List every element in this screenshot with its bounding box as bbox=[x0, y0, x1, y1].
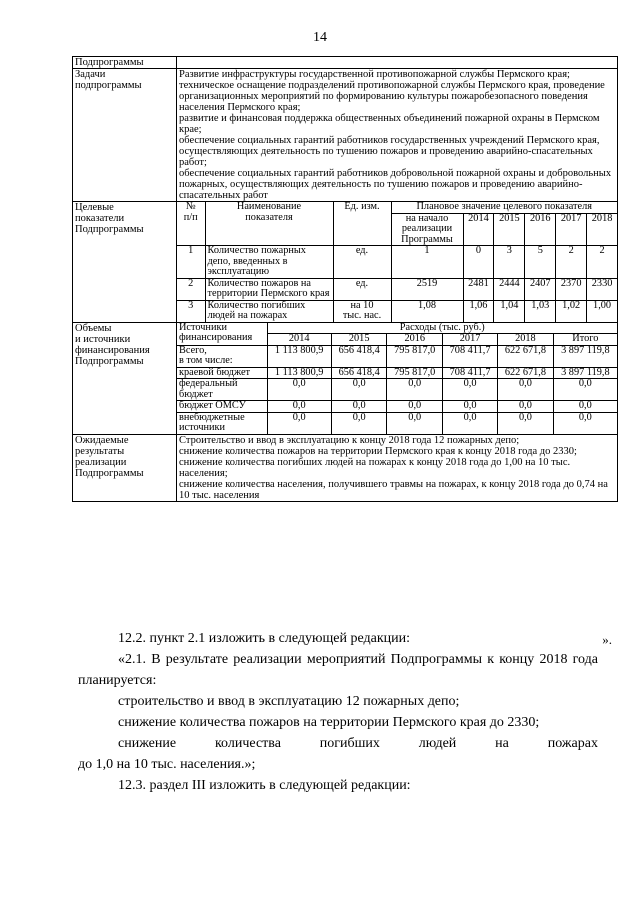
indicator-value: 1,00 bbox=[587, 300, 617, 322]
indicator-unit: ед. bbox=[333, 278, 391, 300]
task-line: развитие и финансовая поддержка общественных объединений пожарной охраны в Пермском крае; bbox=[179, 113, 600, 135]
indicator-num: 1 bbox=[177, 246, 205, 279]
result-line: Строительство и ввод в эксплуатацию к концу 2018 года 12 пожарных депо; bbox=[179, 434, 520, 446]
results-label: Ожидаемые результаты реализации Подпрограммы bbox=[73, 434, 177, 501]
indicator-value: 2444 bbox=[494, 278, 525, 300]
result-line: снижение количества погибших людей на пожарах к концу 2018 года до 1,00 на 10 тыс. населения; bbox=[179, 456, 571, 479]
finance-value: 0,0 bbox=[498, 412, 554, 434]
hdr-start: на начало реализации Программы bbox=[391, 213, 463, 246]
finance-source: федеральный бюджет bbox=[177, 379, 267, 401]
subprograms-label: Подпрограммы bbox=[73, 57, 177, 69]
finance-table bbox=[177, 323, 617, 434]
indicators-row bbox=[73, 202, 618, 323]
finance-value: 0,0 bbox=[443, 379, 498, 401]
hdr-year: 2014 bbox=[267, 334, 331, 346]
finance-value: 622 671,8 bbox=[498, 345, 554, 367]
finance-value: 0,0 bbox=[553, 379, 617, 401]
indicator-value: 2370 bbox=[556, 278, 587, 300]
hdr-year: 2017 bbox=[443, 334, 498, 346]
finance-value: 0,0 bbox=[553, 412, 617, 434]
hdr-year: 2014 bbox=[463, 213, 494, 246]
task-line: техническое оснащение подразделений противопожарной службы Пермского края, проведение организационных мероприятий по формированию культуры пожаробезопасного поведения населения Пермского края; bbox=[179, 80, 605, 113]
finance-value: 0,0 bbox=[387, 401, 443, 413]
finance-value: 0,0 bbox=[498, 401, 554, 413]
finance-value: 656 418,4 bbox=[331, 345, 387, 367]
paragraph-spread bbox=[78, 733, 598, 754]
indicator-value: 2330 bbox=[587, 278, 617, 300]
hdr-num: № п/п bbox=[177, 202, 205, 246]
finance-value: 0,0 bbox=[498, 379, 554, 401]
indicators-cell bbox=[177, 202, 618, 323]
word: людей bbox=[418, 736, 457, 751]
indicator-value: 0 bbox=[463, 246, 494, 279]
finance-data-row bbox=[177, 379, 617, 401]
finance-value: 0,0 bbox=[443, 401, 498, 413]
finance-value: 0,0 bbox=[267, 412, 331, 434]
indicator-row bbox=[177, 278, 617, 300]
hdr-name: Наименование показателя bbox=[205, 202, 333, 246]
paragraph: снижение количества пожаров на территории Пермского края до 2330; bbox=[118, 715, 540, 730]
tasks-text bbox=[177, 69, 618, 202]
subprograms-row bbox=[73, 57, 618, 69]
paragraph: 12.2. пункт 2.1 изложить в следующей редакции: bbox=[118, 631, 410, 646]
finance-value: 3 897 119,8 bbox=[553, 345, 617, 367]
finance-value: 795 817,0 bbox=[387, 345, 443, 367]
indicator-name: Количество пожарных депо, введенных в эксплуатацию bbox=[205, 246, 333, 279]
indicator-value: 1,04 bbox=[494, 300, 525, 322]
paragraph: «2.1. В результате реализации мероприятий Подпрограммы к концу 2018 года планируется: bbox=[78, 652, 598, 688]
indicator-value: 1,06 bbox=[463, 300, 494, 322]
word: пожарах bbox=[547, 736, 598, 751]
indicator-name: Количество погибших людей на пожарах bbox=[205, 300, 333, 322]
indicator-start: 2519 bbox=[391, 278, 463, 300]
indicator-row bbox=[177, 246, 617, 279]
indicator-value: 2 bbox=[556, 246, 587, 279]
subprograms-value bbox=[177, 57, 618, 69]
finance-value: 0,0 bbox=[387, 379, 443, 401]
indicator-value: 2407 bbox=[525, 278, 556, 300]
hdr-unit: Ед. изм. bbox=[333, 202, 391, 246]
finance-row bbox=[73, 322, 618, 434]
finance-value: 0,0 bbox=[387, 412, 443, 434]
word: на bbox=[495, 736, 509, 751]
results-row bbox=[73, 434, 618, 501]
finance-value: 1 113 800,9 bbox=[267, 367, 331, 379]
indicator-num: 2 bbox=[177, 278, 205, 300]
indicators-table bbox=[177, 202, 617, 322]
paragraph: 12.3. раздел III изложить в следующей редакции: bbox=[118, 778, 411, 793]
finance-value: 708 411,7 bbox=[443, 345, 498, 367]
indicator-name: Количество пожаров на территории Пермского края bbox=[205, 278, 333, 300]
finance-value: 622 671,8 bbox=[498, 367, 554, 379]
finance-value: 0,0 bbox=[331, 412, 387, 434]
finance-value: 0,0 bbox=[443, 412, 498, 434]
finance-value: 0,0 bbox=[267, 379, 331, 401]
hdr-costs: Расходы (тыс. руб.) bbox=[267, 323, 617, 334]
indicator-value: 3 bbox=[494, 246, 525, 279]
task-line: обеспечение социальных гарантий работников государственных учреждений Пермского края, осуществляющих деятельность по тушению пожаров и проведению аварийно-спасательных работ; bbox=[179, 135, 600, 168]
tasks-label: Задачи подпрограммы bbox=[73, 69, 177, 202]
finance-value: 708 411,7 bbox=[443, 367, 498, 379]
finance-source: Всего, в том числе: bbox=[177, 345, 267, 367]
paragraph: строительство и ввод в эксплуатацию 12 пожарных депо; bbox=[118, 694, 460, 709]
hdr-total: Итого bbox=[553, 334, 617, 346]
hdr-year: 2018 bbox=[587, 213, 617, 246]
finance-value: 656 418,4 bbox=[331, 367, 387, 379]
finance-value: 0,0 bbox=[331, 379, 387, 401]
finance-value: 0,0 bbox=[331, 401, 387, 413]
word: снижение bbox=[118, 736, 177, 751]
indicator-value: 1,03 bbox=[525, 300, 556, 322]
indicator-start: 1,08 bbox=[391, 300, 463, 322]
finance-data-row bbox=[177, 367, 617, 379]
finance-source: внебюджетные источники bbox=[177, 412, 267, 434]
finance-data-row bbox=[177, 412, 617, 434]
paragraph: до 1,0 на 10 тыс. населения.»; bbox=[78, 757, 256, 772]
finance-label: Объемы и источники финансирования Подпрограммы bbox=[73, 322, 177, 434]
task-line: Развитие инфраструктуры государственной противопожарной службы Пермского края; bbox=[179, 69, 570, 80]
task-line: обеспечение социальных гарантий работников добровольной пожарной охраны и добровольных пожарных, осуществляющих деятельность по тушению пожаров и проведению аварийно-спасательных работ bbox=[179, 168, 612, 201]
finance-value: 0,0 bbox=[553, 401, 617, 413]
indicator-unit: ед. bbox=[333, 246, 391, 279]
finance-value: 0,0 bbox=[267, 401, 331, 413]
hdr-year: 2017 bbox=[556, 213, 587, 246]
finance-source: бюджет ОМСУ bbox=[177, 401, 267, 413]
hdr-year: 2018 bbox=[498, 334, 554, 346]
tasks-row bbox=[73, 69, 618, 202]
hdr-year: 2015 bbox=[494, 213, 525, 246]
finance-data-row bbox=[177, 401, 617, 413]
word: погибших bbox=[319, 736, 380, 751]
indicator-value: 2 bbox=[587, 246, 617, 279]
finance-value: 1 113 800,9 bbox=[267, 345, 331, 367]
word: количества bbox=[214, 736, 281, 751]
hdr-year: 2015 bbox=[331, 334, 387, 346]
indicator-num: 3 bbox=[177, 300, 205, 322]
body-text bbox=[78, 628, 598, 796]
indicator-row bbox=[177, 300, 617, 322]
hdr-plan: Плановое значение целевого показателя bbox=[391, 202, 617, 213]
indicator-value: 1,02 bbox=[556, 300, 587, 322]
closing-quote: ». bbox=[602, 632, 612, 647]
indicator-value: 2481 bbox=[463, 278, 494, 300]
indicator-start: 1 bbox=[391, 246, 463, 279]
finance-value: 3 897 119,8 bbox=[553, 367, 617, 379]
results-text bbox=[177, 434, 618, 501]
finance-value: 795 817,0 bbox=[387, 367, 443, 379]
result-line: снижение количества пожаров на территории Пермского края к концу 2018 года до 2330; bbox=[179, 445, 577, 457]
hdr-year: 2016 bbox=[525, 213, 556, 246]
indicators-label: Целевые показатели Подпрограммы bbox=[73, 202, 177, 323]
result-line: снижение количества населения, получившего травмы на пожарах, к концу 2018 года до 0,74 на 10 тыс. населения bbox=[179, 478, 608, 501]
passport-table bbox=[72, 56, 618, 502]
hdr-year: 2016 bbox=[387, 334, 443, 346]
finance-data-row bbox=[177, 345, 617, 367]
page-number: 14 bbox=[313, 30, 327, 45]
finance-source: краевой бюджет bbox=[177, 367, 267, 379]
hdr-source: Источники финансирования bbox=[177, 323, 267, 346]
indicator-unit: на 10 тыс. нас. bbox=[333, 300, 391, 322]
indicator-value: 5 bbox=[525, 246, 556, 279]
finance-cell bbox=[177, 322, 618, 434]
